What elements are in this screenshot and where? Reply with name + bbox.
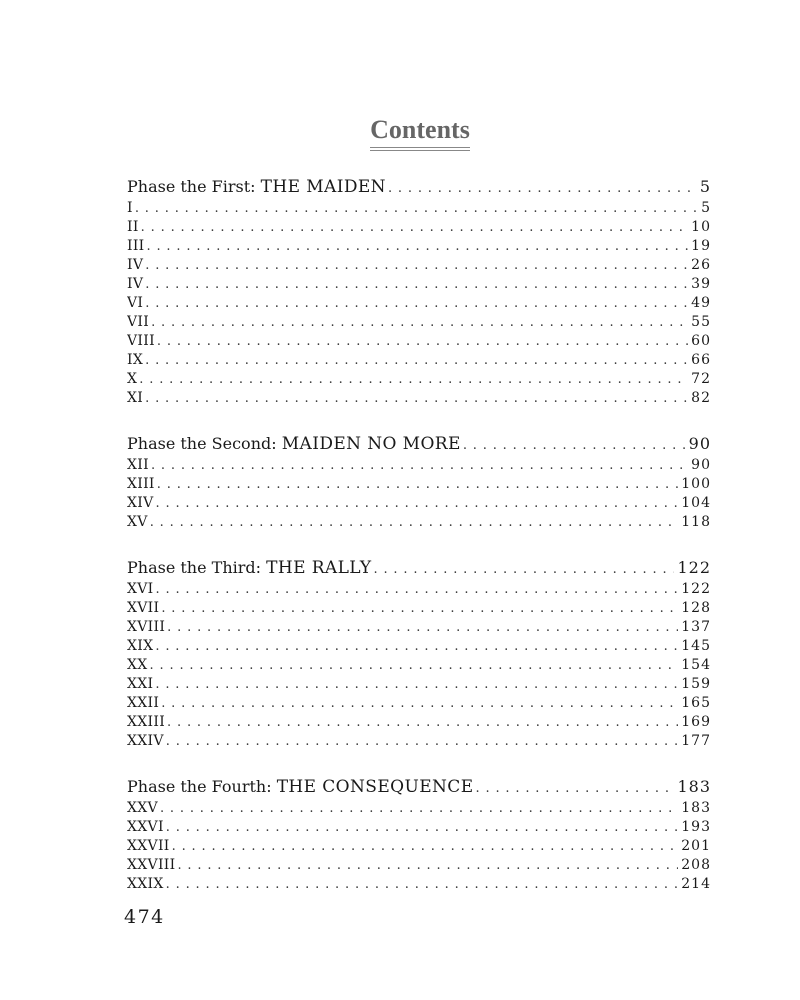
toc-chapter-label: IV: [127, 276, 144, 292]
toc-chapter-label: XIX: [127, 638, 154, 654]
toc-leader-dots: [145, 389, 688, 408]
toc-page-number: 100: [681, 476, 711, 492]
toc-chapter-label: XXV: [127, 800, 158, 816]
toc-chapter-label: III: [127, 238, 145, 254]
toc-page-number: 5: [701, 200, 711, 216]
toc-page-number: 72: [691, 371, 711, 387]
toc-chapter-entry[interactable]: [127, 732, 711, 751]
toc-leader-dots: [150, 513, 679, 532]
toc-chapter-entry[interactable]: [127, 818, 711, 837]
toc-section: [127, 556, 711, 751]
toc-phase-prefix: Phase the Third:: [127, 558, 267, 577]
toc-leader-dots: [139, 370, 688, 389]
toc-chapter-entry[interactable]: [127, 694, 711, 713]
toc-chapter-label: VI: [127, 295, 144, 311]
toc-chapter-entry[interactable]: [127, 875, 711, 894]
toc-phase-title: MAIDEN NO MORE: [281, 434, 461, 454]
toc-chapter-entry[interactable]: [127, 237, 711, 256]
toc-phase-title: THE MAIDEN: [260, 177, 386, 197]
toc-chapter-label: XII: [127, 457, 149, 473]
toc-phase-label: [127, 175, 388, 199]
toc-leader-dots: [166, 732, 678, 751]
toc-page-number: 104: [681, 495, 711, 511]
toc-chapter-entry[interactable]: [127, 275, 711, 294]
toc-leader-dots: [145, 351, 688, 370]
toc-chapter-label: XXVII: [127, 838, 170, 854]
toc-leader-dots: [161, 694, 678, 713]
toc-chapter-entry[interactable]: [127, 675, 711, 694]
toc-page-number: 49: [691, 295, 711, 311]
toc-chapter-label: IV: [127, 257, 144, 273]
toc-page-number: 5: [699, 177, 711, 196]
toc-chapter-label: XXIV: [127, 733, 164, 749]
toc-chapter-entry[interactable]: [127, 313, 711, 332]
toc-chapter-label: XV: [127, 514, 148, 530]
toc-leader-dots: [155, 675, 678, 694]
table-of-contents: [127, 175, 711, 918]
toc-chapter-entry[interactable]: [127, 599, 711, 618]
toc-page-number: 208: [681, 857, 711, 873]
toc-chapter-label: XIII: [127, 476, 155, 492]
toc-leader-dots: [150, 656, 679, 675]
toc-chapter-entry[interactable]: [127, 856, 711, 875]
toc-page-number: 60: [691, 333, 711, 349]
toc-chapter-entry[interactable]: [127, 799, 711, 818]
toc-chapter-label: I: [127, 200, 133, 216]
page-title-text: Contents: [370, 114, 470, 151]
toc-chapter-entry[interactable]: [127, 389, 711, 408]
toc-page-number: 66: [691, 352, 711, 368]
toc-chapter-label: XI: [127, 390, 144, 406]
toc-phase-prefix: Phase the Fourth:: [127, 777, 277, 796]
toc-chapter-label: XXII: [127, 695, 160, 711]
toc-chapter-label: IX: [127, 352, 144, 368]
toc-chapter-label: II: [127, 219, 139, 235]
toc-leader-dots: [157, 475, 679, 494]
toc-section: [127, 775, 711, 894]
toc-page-number: 128: [681, 600, 711, 616]
toc-page-number: 165: [681, 695, 711, 711]
toc-page-number: 122: [677, 558, 711, 577]
toc-leader-dots: [151, 313, 688, 332]
toc-page-number: 26: [691, 257, 711, 273]
toc-page-number: 169: [681, 714, 711, 730]
toc-leader-dots: [155, 637, 678, 656]
toc-leader-dots: [160, 799, 678, 818]
toc-chapter-entry[interactable]: [127, 370, 711, 389]
toc-phase-entry[interactable]: [127, 432, 711, 456]
toc-page-number: 137: [681, 619, 711, 635]
toc-section: [127, 175, 711, 408]
toc-page-number: 159: [681, 676, 711, 692]
toc-page-number: 154: [681, 657, 711, 673]
toc-leader-dots: [145, 256, 688, 275]
toc-leader-dots: [388, 177, 697, 199]
page-number: 474: [124, 906, 165, 928]
toc-leader-dots: [177, 856, 678, 875]
toc-chapter-entry[interactable]: [127, 580, 711, 599]
toc-phase-prefix: Phase the Second:: [127, 434, 282, 453]
toc-page-number: 118: [681, 514, 711, 530]
toc-page-number: 90: [691, 457, 711, 473]
toc-phase-title: THE CONSEQUENCE: [276, 777, 474, 797]
toc-leader-dots: [161, 599, 678, 618]
toc-leader-dots: [166, 818, 678, 837]
toc-leader-dots: [476, 777, 675, 799]
toc-leader-dots: [145, 294, 688, 313]
toc-leader-dots: [167, 618, 678, 637]
page-title: [0, 114, 800, 151]
toc-chapter-entry[interactable]: [127, 618, 711, 637]
toc-phase-entry[interactable]: [127, 556, 711, 580]
toc-leader-dots: [463, 434, 686, 456]
toc-leader-dots: [156, 494, 679, 513]
toc-chapter-label: XVII: [127, 600, 160, 616]
toc-chapter-label: XXVI: [127, 819, 164, 835]
toc-chapter-label: XXIII: [127, 714, 166, 730]
toc-chapter-entry[interactable]: [127, 494, 711, 513]
toc-chapter-label: VIII: [127, 333, 155, 349]
toc-page-number: 201: [681, 838, 711, 854]
toc-chapter-entry[interactable]: [127, 256, 711, 275]
toc-section: [127, 432, 711, 532]
toc-chapter-entry[interactable]: [127, 475, 711, 494]
toc-chapter-label: XXVIII: [127, 857, 176, 873]
toc-phase-prefix: Phase the First:: [127, 177, 261, 196]
toc-phase-label: [127, 432, 463, 456]
toc-page-number: 183: [677, 777, 711, 796]
toc-chapter-entry[interactable]: [127, 332, 711, 351]
toc-phase-entry[interactable]: [127, 175, 711, 199]
toc-chapter-entry[interactable]: [127, 351, 711, 370]
toc-page-number: 19: [691, 238, 711, 254]
toc-phase-title: THE RALLY: [266, 558, 372, 578]
toc-page-number: 39: [691, 276, 711, 292]
toc-chapter-entry[interactable]: [127, 456, 711, 475]
toc-chapter-entry[interactable]: [127, 837, 711, 856]
toc-page-number: 193: [681, 819, 711, 835]
toc-leader-dots: [147, 237, 689, 256]
toc-phase-label: [127, 775, 476, 799]
toc-page-number: 145: [681, 638, 711, 654]
toc-chapter-entry[interactable]: [127, 637, 711, 656]
toc-leader-dots: [135, 199, 698, 218]
toc-leader-dots: [157, 332, 688, 351]
toc-leader-dots: [167, 713, 678, 732]
toc-chapter-label: XXIX: [127, 876, 164, 892]
toc-chapter-label: XX: [127, 657, 148, 673]
toc-page-number: 90: [688, 434, 711, 453]
toc-chapter-entry[interactable]: [127, 713, 711, 732]
toc-leader-dots: [156, 580, 679, 599]
toc-chapter-label: VII: [127, 314, 150, 330]
toc-chapter-entry[interactable]: [127, 294, 711, 313]
toc-page-number: 214: [681, 876, 711, 892]
toc-leader-dots: [166, 875, 679, 894]
toc-leader-dots: [172, 837, 679, 856]
toc-chapter-label: X: [127, 371, 138, 387]
toc-page-number: 10: [691, 219, 711, 235]
toc-page-number: 183: [681, 800, 711, 816]
toc-chapter-entry[interactable]: [127, 656, 711, 675]
toc-page-number: 82: [691, 390, 711, 406]
toc-chapter-label: XVIII: [127, 619, 166, 635]
toc-chapter-label: XIV: [127, 495, 154, 511]
toc-page-number: 122: [681, 581, 711, 597]
toc-chapter-entry[interactable]: [127, 218, 711, 237]
toc-chapter-entry[interactable]: [127, 199, 711, 218]
toc-chapter-entry[interactable]: [127, 513, 711, 532]
toc-phase-label: [127, 556, 374, 580]
toc-leader-dots: [374, 558, 675, 580]
toc-phase-entry[interactable]: [127, 775, 711, 799]
toc-page-number: 55: [691, 314, 711, 330]
toc-page-number: 177: [681, 733, 711, 749]
toc-leader-dots: [141, 218, 689, 237]
toc-chapter-label: XXI: [127, 676, 154, 692]
toc-leader-dots: [151, 456, 688, 475]
toc-chapter-label: XVI: [127, 581, 154, 597]
toc-leader-dots: [145, 275, 688, 294]
